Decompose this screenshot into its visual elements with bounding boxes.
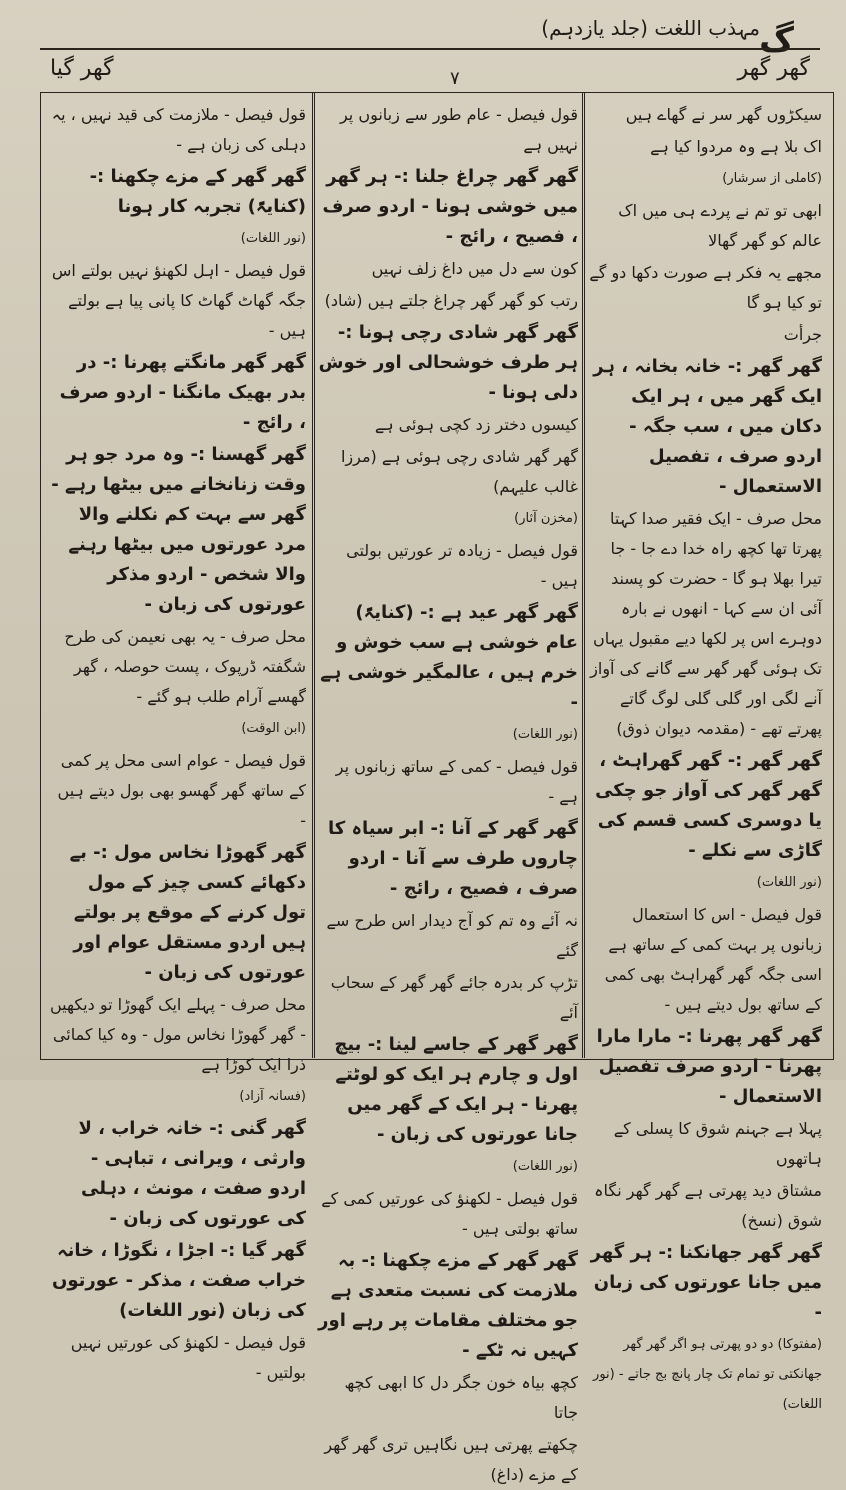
entry-paragraph: گھر گھر :- خانہ بخانہ ، ہر ایک گھر میں ، ہر ایک دکان میں ، سب جگہ - اردو صرف ، تفصیل الاستعمال -	[593, 356, 822, 497]
entry-paragraph: گھر گھر پھرنا :- مارا مارا پھرنا - اردو صرف تفصیل الاستعمال -	[596, 1026, 822, 1107]
entry-paragraph: گھر گھر شادی رچی ہوئی ہے (مرزا غالب علیہم)	[340, 447, 578, 496]
entry-paragraph: کچھ بیاہ خون جگر دل کا ابھی کچھ جاتا	[344, 1373, 578, 1422]
entry-paragraph: (مخزن آثار)	[514, 511, 578, 526]
entry-paragraph: گھر گھر کے آنا :- ابر سیاہ کا چاروں طرف سے آنا - اردو صرف ، فصیح ، رائج -	[327, 818, 578, 899]
entry-paragraph: گھر گھر چراغ جلنا :- ہر گھر میں خوشی ہونا - اردو صرف ، فصیح ، رائج -	[322, 166, 578, 247]
entry-paragraph: گھر گھر شادی رچی ہونا :- ہر طرف خوشحالی اور خوش دلی ہونا -	[318, 322, 578, 403]
entry-paragraph: قول فیصل - لکھنؤ کی عورتیں کمی کے ساتھ بولتی ہیں -	[321, 1189, 578, 1238]
entry-paragraph: قول فیصل - زیادہ تر عورتیں بولتی ہیں -	[346, 541, 578, 590]
entry-paragraph: (نور اللغات)	[512, 727, 578, 742]
entry-paragraph: گھر گھسنا :- وہ مرد جو ہر وقت زنانخانے میں بیٹھا رہے - گھر سے بہت کم نکلنے والا مرد عورتوں میں بیٹھا رہنے والا شخص - اردو مذکر عورتوں کی زبان -	[51, 444, 306, 615]
entry-paragraph: کیسوں دختر زد کچی ہوئی ہے	[374, 415, 578, 434]
text-column-left	[48, 100, 306, 1382]
entry-paragraph: گھر گنی :- خانہ خراب ، لا وارثی ، ویرانی ، تباہی - اردو صفت ، مونث ، دہلی کی عورتوں کی زبان -	[78, 1118, 306, 1229]
entry-paragraph: پہلا ہے جہنم شوق کا پسلی کے ہاتھوں	[613, 1119, 822, 1168]
text-column-right	[588, 100, 822, 1412]
entry-paragraph: (ابن الوقت)	[241, 721, 306, 736]
entry-paragraph: کون سے دل میں داغ زلف نہیں	[371, 259, 578, 278]
entry-paragraph: مجھے یہ فکر ہے صورت دکھا دو گے تو کیا ہو گا	[589, 263, 822, 312]
entry-paragraph: قول فیصل - اہل لکھنؤ نہیں بولتے اس جگہ گھاٹ گھاٹ کا پانی پیا ہے بولتے ہیں -	[51, 261, 306, 340]
entry-paragraph: گھر گھر کے جاسے لینا :- بیچ اول و چارم ہر ایک کو لوٹتے پھرنا - ہر ایک کے گھر میں جانا عورتوں کی زبان -	[334, 1034, 578, 1145]
entry-paragraph: اک بلا ہے وہ مردوا کیا ہے	[650, 137, 822, 156]
entry-paragraph: قول فیصل - کمی کے ساتھ زبانوں پر ہے -	[335, 757, 578, 806]
entry-paragraph: قول فیصل - عوام اسی محل پر کمی کے ساتھ گھر گھسو بھی بول دیتے ہیں -	[57, 751, 306, 830]
entry-paragraph: (نور اللغات)	[512, 1159, 578, 1174]
entry-paragraph: ابھی تو تم نے پردے ہی میں اک عالم کو گھر گھالا	[618, 201, 822, 250]
entry-paragraph: مشتاق دید پھرتی ہے گھر گھر نگاہ شوق (نسخ)	[594, 1181, 822, 1230]
entry-paragraph: (کاملی از سرشار)	[722, 171, 822, 186]
entry-paragraph: محل صرف - پہلے ایک گھوڑا تو دیکھیں - گھر گھوڑا نخاس مول - وہ کیا کمائی ذرا ایک کوڑا ہے	[49, 995, 306, 1074]
entry-paragraph: چکھتے پھرتی ہیں نگاہیں تری گھر گھر کے مزے (داغ)	[324, 1435, 578, 1484]
entry-paragraph: گھر گھر کے مزے چکھنا :- (کنایۃً) تجربہ کار ہونا	[89, 166, 306, 217]
entry-paragraph: گھر گھر :- گھر گھراہٹ ، گھر گھر کی آواز جو چکی یا دوسری کسی قسم کی گاڑی سے نکلے -	[595, 750, 822, 861]
corner-letter: گ	[759, 20, 794, 60]
entry-paragraph: قول فیصل - لکھنؤ کی عورتیں نہیں بولتیں -	[70, 1333, 306, 1382]
entry-paragraph: سیکڑوں گھر سر نے گھاے ہیں	[625, 105, 822, 124]
page-number: ۷	[450, 68, 460, 89]
entry-paragraph: گھر گھر کے مزے چکھنا :- بہ ملازمت کی نسبت متعدی ہے جو مختلف مقامات پر رہے اور کہیں نہ ٹکے -	[318, 1250, 578, 1361]
entry-paragraph: رتب کو گھر گھر چراغ جلتے ہیں (شاد)	[324, 291, 578, 310]
entry-paragraph: جرأت	[783, 325, 822, 344]
entry-paragraph: گھر گھوڑا نخاس مول :- بے دکھائے کسی چیز کے مول تول کرنے کے موقع پر بولتے ہیں اردو مستقل عوام اور عورتوں کی زبان -	[69, 842, 306, 983]
entry-paragraph: قول فیصل - عام طور سے زبانوں پر نہیں ہے	[339, 105, 578, 154]
entry-paragraph: گھر گیا :- اجڑا ، نگوڑا ، خانہ خراب صفت ، مذکر - عورتوں کی زبان (نور اللغات)	[51, 1240, 306, 1321]
entry-paragraph: (مفتوکا) دو دو پھرتی ہو اگر گھر گھر جھانکتی تو تمام تک چار پانچ بج جاتے - (نور اللغات)	[593, 1337, 822, 1412]
column-divider	[312, 92, 315, 1058]
book-title: مہذب اللغت (جلد یازدہم)	[541, 16, 760, 40]
entry-paragraph: قول فیصل - اس کا استعمال زبانوں پر بہت کمی کے ساتھ ہے اسی جگہ گھر گھراہٹ بھی کمی کے ساتھ بول دیتے ہیں -	[604, 905, 822, 1014]
entry-paragraph: (فسانہ آزاد)	[239, 1089, 306, 1104]
entry-paragraph: محل صرف - ایک فقیر صدا کہتا پھرتا تھا کچھ راہ خدا دے جا - جا تیرا بھلا ہو گا - حضرت کو پسند آئی ان سے کہا - انھوں نے بارہ دوہرے اس پر لکھا دیے مقبول یہاں تک ہوئی گھر گھر سے گانے کی آواز آنے لگی اور گلی گلی لوگ گاتے پھرتے تھے - (مقدمہ دیوان ذوق)	[590, 509, 822, 738]
page-header	[40, 8, 820, 90]
header-rule	[40, 48, 820, 50]
entry-paragraph: گھر گھر مانگتے پھرنا :- در بدر بھیک مانگنا - اردو صرف ، رائج -	[59, 352, 306, 433]
entry-paragraph: نہ آئے وہ تم کو آج دیدار اس طرح سے گئے	[326, 911, 578, 960]
column-divider	[582, 92, 585, 1058]
entry-paragraph: محل صرف - یہ بھی نعیمن کی طرح شگفتہ ڈرپوک ، پست حوصلہ ، گھر گھسے آرام طلب ہو گئے -	[64, 627, 306, 706]
header-left-word: گھر گیا	[50, 56, 114, 81]
entry-paragraph: (نور اللغات)	[756, 875, 822, 890]
entry-paragraph: گھر گھر جھانکنا :- ہر گھر میں جانا عورتوں کی زبان -	[590, 1242, 822, 1323]
entry-paragraph: قول فیصل - ملازمت کی قید نہیں ، یہ دہلی کی زبان ہے -	[51, 105, 306, 154]
header-right-word: گھر گھر	[737, 56, 810, 81]
entry-paragraph: گھر گھر عید ہے :- (کنایۃً) عام خوشی ہے سب خوش و خرم ہیں ، عالمگیر خوشی ہے -	[320, 602, 578, 713]
entry-paragraph: (نور اللغات)	[240, 231, 306, 246]
text-column-middle	[318, 100, 578, 1484]
entry-paragraph: تڑپ کر بدرہ جائے گھر گھر کے سحاب آئے	[330, 973, 578, 1022]
